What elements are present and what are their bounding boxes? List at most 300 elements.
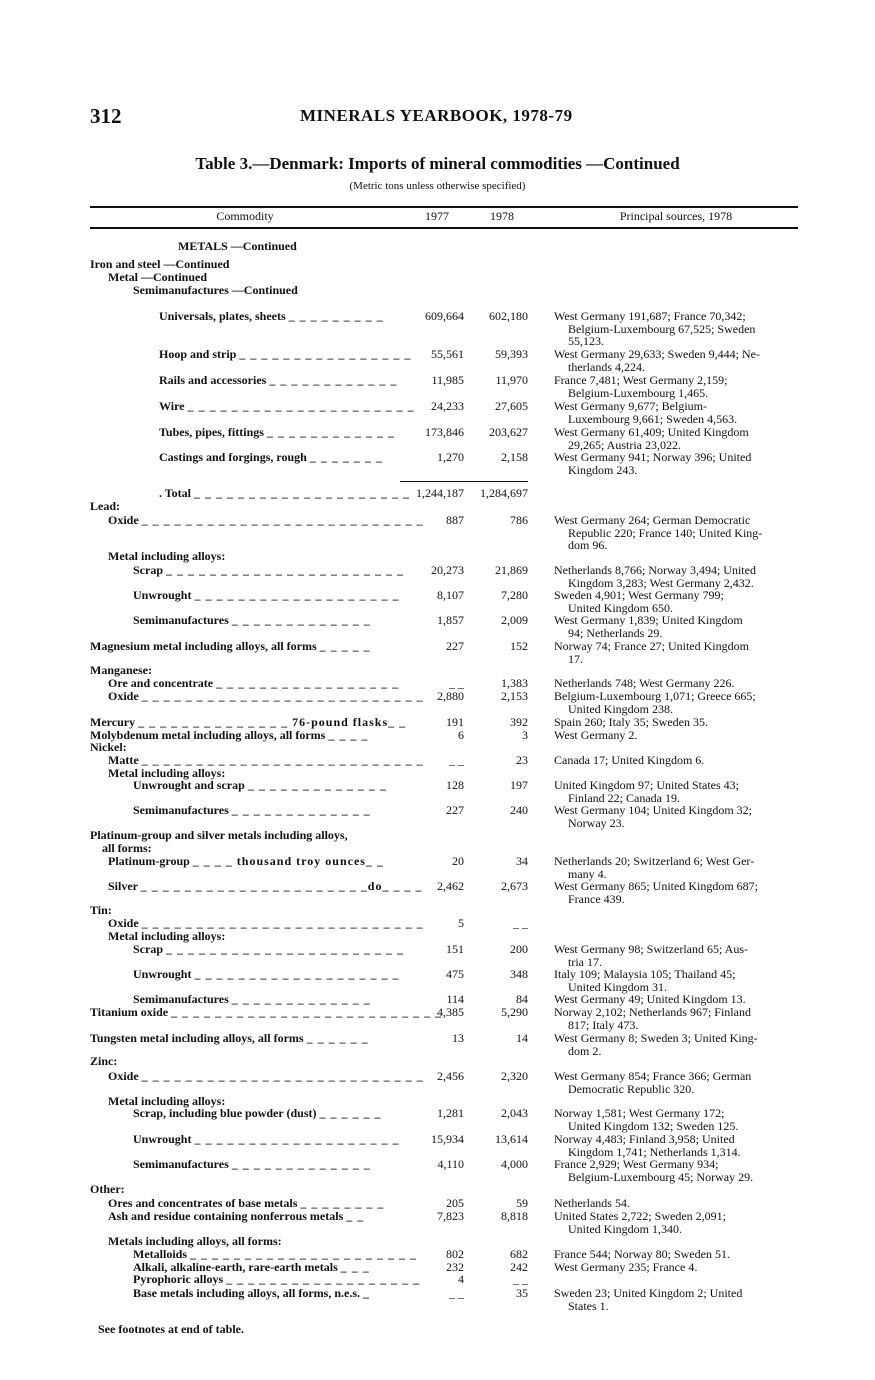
source-line: United Kingdom 238. [568, 701, 673, 716]
source-line: West Germany 29,633; Sweden 9,444; Ne- [554, 347, 760, 361]
source-line: Belgium-Luxembourg 1,071; Greece 665; [554, 689, 756, 703]
source-line: dom 2. [568, 1043, 602, 1058]
leader-dots: _ _ _ _ _ _ _ _ _ _ _ _ _ _ _ _ _ _ _ [194, 588, 400, 602]
column-header-1978: 1978 [490, 209, 514, 223]
leader-dots: _ _ _ _ _ _ _ _ _ _ _ _ [269, 373, 398, 387]
commodity-cell [133, 779, 400, 792]
source-line: Belgium-Luxembourg 67,525; Sweden [568, 321, 756, 336]
commodity-label: Unwrought [133, 1132, 192, 1146]
value-1977: 6 [458, 728, 464, 742]
running-head: MINERALS YEARBOOK, 1978-79 [300, 106, 573, 125]
value-1977: 475 [446, 967, 464, 981]
commodity-cell [133, 1158, 400, 1171]
sources-cell [554, 614, 798, 639]
commodity-cell [133, 589, 400, 602]
value-1978: 23 [516, 753, 528, 767]
value-1977: 2,880 [437, 689, 464, 703]
source-line: Sweden 23; United Kingdom 2; United [554, 1286, 743, 1300]
value-1978: 3 [522, 728, 528, 742]
value-1978: 682 [510, 1247, 528, 1261]
commodity-label: Alkali, alkaline-earth, rare-earth metals [133, 1260, 338, 1274]
leader-dots: _ _ _ _ _ _ _ _ _ _ _ _ _ _ _ _ _ _ [226, 1272, 421, 1286]
commodity-cell [108, 550, 400, 563]
leader-dots: _ _ _ _ _ _ _ _ _ _ _ _ [266, 425, 395, 439]
commodity-cell [133, 993, 400, 1006]
commodity-label: Iron and steel —Continued [90, 257, 230, 271]
value-1978: 27,605 [495, 399, 528, 413]
value-1977: 609,664 [425, 309, 464, 323]
source-line: West Germany 264; German Democratic [554, 513, 751, 527]
sources-cell [554, 1107, 798, 1132]
source-line: Netherlands 8,766; Norway 3,494; United [554, 563, 756, 577]
leader-dots: _ _ _ _ _ _ _ _ _ _ _ _ _ [231, 1157, 371, 1171]
value-1977: 2,462 [437, 879, 464, 893]
value-1977: 128 [446, 778, 464, 792]
commodity-cell [108, 930, 400, 943]
commodity-label: Scrap, including blue powder (dust) [133, 1106, 317, 1120]
source-line: France 544; Norway 80; Sweden 51. [554, 1247, 730, 1261]
commodity-cell [90, 258, 400, 271]
commodity-cell [133, 968, 400, 981]
sources-cell [554, 1287, 798, 1312]
value-1978: 2,153 [501, 689, 528, 703]
value-1977: 191 [446, 715, 464, 729]
leader-dots: _ _ _ _ _ _ _ _ _ _ _ _ _ _ _ _ _ _ _ _ [194, 486, 411, 500]
commodity-label: Ore and concentrate [108, 676, 214, 690]
sources-cell [554, 754, 798, 767]
leader-dots: _ _ _ _ _ _ _ [309, 450, 383, 464]
value-1977: 11,985 [431, 373, 464, 387]
value-1978: 1,383 [501, 676, 528, 690]
commodity-cell [133, 1133, 400, 1146]
value-1978: 4,000 [501, 1157, 528, 1171]
commodity-cell [108, 689, 424, 703]
value-1978: 2,673 [501, 879, 528, 893]
value-1977: 4,110 [437, 1157, 464, 1171]
source-line: Netherlands 54. [554, 1196, 630, 1210]
commodity-cell [90, 829, 400, 842]
value-1978: 2,320 [501, 1069, 528, 1083]
value-1978: 786 [510, 513, 528, 527]
leader-dots: _ _ _ _ _ _ _ _ _ _ _ _ _ _ _ _ _ _ _ _ _ [190, 1247, 417, 1261]
commodity-cell [108, 513, 424, 527]
commodity-label: Tubes, pipes, fittings [159, 425, 264, 439]
leader-dots: _ _ _ _ _ _ _ _ _ _ _ _ _ _ _ _ _ _ _ _ _ _ _ _ _ _ [141, 689, 424, 703]
commodity-cell [159, 347, 412, 361]
value-1977: 227 [446, 803, 464, 817]
sources-cell [554, 716, 798, 729]
leader-dots: _ _ _ _ _ _ _ _ _ _ _ _ _ _ _ _ _ _ _ _ _ _ _ _ _ _ [141, 916, 424, 930]
commodity-cell [108, 1235, 400, 1248]
commodity-cell [108, 271, 400, 284]
leader-dots: _ _ _ _ _ _ _ _ _ _ _ _ _ _ _ _ _ _ _ _ _ _ _ _ _ _ [141, 753, 424, 767]
leader-dots: _ _ _ _ _ _ [306, 1031, 369, 1045]
source-line: United Kingdom 31. [568, 979, 667, 994]
value-1977: 24,233 [431, 399, 464, 413]
commodity-cell [133, 1247, 417, 1261]
source-line: France 7,481; West Germany 2,159; [554, 373, 728, 387]
sources-cell [554, 1248, 798, 1261]
value-1978: 152 [510, 639, 528, 653]
commodity-cell [108, 879, 423, 893]
value-1978: 1,284,697 [480, 486, 528, 500]
value-1977: 227 [446, 639, 464, 653]
value-1978: 35 [516, 1286, 528, 1300]
commodity-label: METALS —Continued [178, 239, 297, 253]
source-line: therlands 4,224. [568, 359, 645, 374]
commodity-label: Universals, plates, sheets [159, 309, 286, 323]
sources-cell [554, 1261, 798, 1274]
total-rule [400, 481, 528, 482]
source-line: West Germany 854; France 366; German [554, 1069, 752, 1083]
value-1977: 205 [446, 1196, 464, 1210]
commodity-cell [90, 500, 400, 513]
source-line: Norway 2,102; Netherlands 967; Finland [554, 1005, 751, 1019]
value-1978: 197 [510, 778, 528, 792]
commodity-label: Matte [108, 753, 139, 767]
leader-dots: _ [363, 1286, 371, 1300]
commodity-label: Scrap [133, 563, 163, 577]
value-1978: 84 [516, 992, 528, 1006]
value-1978: 13,614 [495, 1132, 528, 1146]
commodity-cell [90, 904, 400, 917]
commodity-label: Metals including alloys, all forms: [108, 1234, 282, 1248]
source-line: Kingdom 3,283; West Germany 2,432. [568, 575, 754, 590]
value-1978: 2,043 [501, 1106, 528, 1120]
value-1978: 240 [510, 803, 528, 817]
source-line: West Germany 104; United Kingdom 32; [554, 803, 753, 817]
commodity-cell [159, 486, 411, 500]
value-1978: 5,290 [501, 1005, 528, 1019]
leader-dots: _ _ _ _ _ _ _ _ _ _ _ _ _ _ _ _ _ _ _ [194, 967, 400, 981]
value-1978: 2,158 [501, 450, 528, 464]
source-line: tria 17. [568, 954, 602, 969]
leader-dots: _ _ _ _ _ _ _ _ _ _ _ _ _ _ 76-pound flasks_ _ [138, 715, 407, 729]
source-line: dom 96. [568, 538, 608, 552]
value-1978: 203,627 [489, 425, 528, 439]
commodity-label: Metal including alloys: [108, 1094, 226, 1108]
sources-cell [554, 310, 798, 348]
commodity-cell [90, 664, 400, 677]
leader-dots: _ _ _ _ _ _ _ _ _ _ _ _ _ _ _ _ _ _ _ _ _ _ _ _ _ _ [141, 513, 424, 527]
value-1977: 1,281 [437, 1106, 464, 1120]
commodity-label: Nickel: [90, 740, 127, 754]
value-1977: 802 [446, 1247, 464, 1261]
source-line: United States 2,722; Sweden 2,091; [554, 1209, 726, 1223]
commodity-cell [133, 942, 404, 956]
commodity-cell [159, 451, 400, 464]
value-1977: 173,846 [425, 425, 464, 439]
commodity-cell [108, 677, 400, 690]
commodity-label: Unwrought and scrap [133, 778, 245, 792]
commodity-label: Hoop and strip [159, 347, 237, 361]
leader-dots: _ _ _ _ _ [319, 639, 371, 653]
commodity-label: Oxide [108, 1069, 139, 1083]
source-line: France 2,929; West Germany 934; [554, 1157, 719, 1171]
sources-cell [554, 1133, 798, 1158]
commodity-cell [133, 804, 400, 817]
leader-dots: _ _ _ _ _ _ _ _ _ _ _ _ _ _ _ _ _ _ _ [194, 1132, 400, 1146]
commodity-label: Unwrought [133, 967, 192, 981]
leader-dots: _ _ _ [340, 1260, 370, 1274]
commodity-label: Manganese: [90, 663, 152, 677]
commodity-label: Tungsten metal including alloys, all forms [90, 1031, 304, 1045]
commodity-cell [159, 310, 400, 323]
sources-cell [554, 451, 798, 476]
source-line: West Germany 191,687; France 70,342; [554, 309, 746, 323]
commodity-label: Semimanufactures —Continued [133, 283, 298, 297]
value-1978: 59 [516, 1196, 528, 1210]
commodity-label: Oxide [108, 689, 139, 703]
table-header-rule [90, 227, 798, 229]
commodity-cell [108, 855, 400, 868]
value-1978: 8,818 [501, 1209, 528, 1223]
sources-cell [554, 589, 798, 614]
sources-cell [554, 426, 798, 451]
commodity-label: Platinum-group [108, 854, 190, 868]
value-1977: 20 [452, 854, 464, 868]
value-1978: 392 [510, 715, 528, 729]
leader-dots: _ _ _ _ _ _ _ _ _ _ _ _ _ [247, 778, 387, 792]
commodity-label: Rails and accessories [159, 373, 267, 387]
sources-cell [554, 677, 798, 690]
value-1977: 232 [446, 1260, 464, 1274]
commodity-cell [133, 614, 400, 627]
commodity-label: . Total [159, 486, 192, 500]
page-number: 312 [90, 104, 122, 128]
source-line: Belgium-Luxembourg 1,465. [568, 385, 709, 400]
commodity-label: Semimanufactures [133, 803, 229, 817]
source-line: United Kingdom 132; Sweden 125. [568, 1118, 739, 1133]
value-1977: 151 [446, 942, 464, 956]
source-line: Netherlands 20; Switzerland 6; West Ger- [554, 854, 755, 868]
source-line: West Germany 865; United Kingdom 687; [554, 879, 759, 893]
leader-dots: _ _ _ _ _ _ _ _ _ _ _ _ _ [231, 803, 371, 817]
leader-dots: _ _ _ _ [328, 728, 369, 742]
value-1977: 4 [458, 1272, 464, 1286]
sources-cell [554, 993, 798, 1006]
source-line: 94; Netherlands 29. [568, 625, 663, 640]
commodity-cell [133, 284, 400, 297]
commodity-cell [178, 240, 400, 253]
commodity-label: Oxide [108, 513, 139, 527]
commodity-label: Ores and concentrates of base metals [108, 1196, 298, 1210]
commodity-label: Scrap [133, 942, 163, 956]
value-1977: 13 [452, 1031, 464, 1045]
commodity-label: Molybdenum metal including alloys, all forms [90, 728, 326, 742]
value-1978: 14 [516, 1031, 528, 1045]
source-line: Kingdom 1,741; Netherlands 1,314. [568, 1144, 741, 1159]
commodity-cell [159, 426, 400, 439]
value-1978: 7,280 [501, 588, 528, 602]
value-1977: 55,561 [431, 347, 464, 361]
sources-cell [554, 514, 798, 552]
value-1977: 1,244,187 [416, 486, 464, 500]
source-line: 817; Italy 473. [568, 1017, 639, 1032]
table-title: Table 3.—Denmark: Imports of mineral commodities —Continued [195, 154, 680, 173]
sources-cell [554, 779, 798, 804]
column-header-commodity: Commodity [216, 209, 274, 223]
value-1977: 2,456 [437, 1069, 464, 1083]
commodity-label: Ash and residue containing nonferrous metals [108, 1209, 344, 1223]
value-1978: _ _ [513, 1272, 528, 1286]
commodity-label: Silver [108, 879, 138, 893]
value-1978: 2,009 [501, 613, 528, 627]
sources-cell [554, 1158, 798, 1183]
source-line: West Germany 2. [554, 728, 638, 742]
source-line: United Kingdom 97; United States 43; [554, 778, 739, 792]
source-line: Italy 109; Malaysia 105; Thailand 45; [554, 967, 736, 981]
table-subtitle: (Metric tons unless otherwise specified) [349, 180, 526, 192]
commodity-cell [90, 1055, 400, 1068]
source-line: Norway 23. [568, 815, 625, 830]
commodity-cell [133, 563, 404, 577]
sources-cell [554, 1032, 798, 1057]
sources-cell [554, 564, 798, 589]
commodity-label: Oxide [108, 916, 139, 930]
value-1978: 200 [510, 942, 528, 956]
commodity-label: Unwrought [133, 588, 192, 602]
commodity-label: Tin: [90, 903, 112, 917]
commodity-label: Other: [90, 1182, 125, 1196]
commodity-label: Base metals including alloys, all forms, n.e.s. [133, 1286, 361, 1300]
value-1978: 21,869 [495, 563, 528, 577]
sources-cell [554, 1006, 798, 1031]
commodity-cell [102, 842, 400, 855]
source-line: many 4. [568, 866, 607, 881]
source-line: Spain 260; Italy 35; Sweden 35. [554, 715, 708, 729]
source-line: West Germany 49; United Kingdom 13. [554, 992, 746, 1006]
commodity-cell [90, 640, 400, 653]
footnote: See footnotes at end of table. [98, 1322, 244, 1336]
value-1977: 5 [458, 916, 464, 930]
sources-cell [554, 943, 798, 968]
source-line: Norway 4,483; Finland 3,958; United [554, 1132, 735, 1146]
commodity-label: Metal including alloys: [108, 549, 226, 563]
commodity-label: Semimanufactures [133, 992, 229, 1006]
source-line: Belgium-Luxembourg 45; Norway 29. [568, 1169, 754, 1184]
leader-dots: _ _ _ _ _ _ _ _ _ _ _ _ _ _ _ _ _ _ _ _ _ _ [166, 942, 404, 956]
source-line: Sweden 4,901; West Germany 799; [554, 588, 724, 602]
source-line: Norway 74; France 27; United Kingdom [554, 639, 749, 653]
value-1977: 20,273 [431, 563, 464, 577]
commodity-label: all forms: [102, 841, 152, 855]
commodity-cell [159, 374, 400, 387]
commodity-cell [159, 399, 415, 413]
value-1977: _ _ [449, 753, 464, 767]
value-1977: _ _ [449, 1286, 464, 1300]
source-line: States 1. [568, 1298, 609, 1313]
commodity-label: Lead: [90, 499, 120, 513]
commodity-cell [108, 753, 424, 767]
value-1978: 602,180 [489, 309, 528, 323]
value-1978: 11,970 [495, 373, 528, 387]
leader-dots: _ _ [346, 1209, 365, 1223]
commodity-label: Semimanufactures [133, 1157, 229, 1171]
commodity-cell [108, 1197, 400, 1210]
commodity-label: Magnesium metal including alloys, all forms [90, 639, 317, 653]
value-1977: 4,385 [437, 1005, 464, 1019]
source-line: Luxembourg 9,661; Sweden 4,563. [568, 411, 738, 426]
commodity-cell [133, 1287, 400, 1300]
commodity-label: Metal including alloys: [108, 929, 226, 943]
source-line: West Germany 235; France 4. [554, 1260, 698, 1274]
commodity-cell [90, 741, 400, 754]
sources-cell [554, 880, 798, 905]
source-line: Kingdom 243. [568, 462, 638, 477]
sources-cell [554, 855, 798, 880]
sources-cell [554, 1210, 798, 1235]
commodity-cell [133, 1107, 400, 1120]
sources-cell [554, 804, 798, 829]
leader-dots: _ _ _ _ _ _ _ _ _ [288, 309, 384, 323]
value-1977: 887 [446, 513, 464, 527]
value-1977: 7,823 [437, 1209, 464, 1223]
source-line: West Germany 8; Sweden 3; United King- [554, 1031, 758, 1045]
leader-dots: _ _ _ _ _ _ _ _ _ _ _ _ _ [231, 992, 371, 1006]
leader-dots: _ _ _ _ _ _ _ _ _ _ _ _ _ _ _ _ _ _ _ _ _ _ [166, 563, 404, 577]
source-line: Republic 220; France 140; United King- [568, 525, 763, 540]
sources-cell [554, 1070, 798, 1095]
value-1977: 114 [446, 992, 464, 1006]
source-line: West Germany 941; Norway 396; United [554, 450, 752, 464]
source-line: Norway 1,581; West Germany 172; [554, 1106, 725, 1120]
source-line: United Kingdom 650. [568, 600, 673, 615]
sources-cell [554, 729, 798, 742]
value-1978: _ _ [513, 916, 528, 930]
leader-dots: _ _ _ _ _ _ _ _ _ _ _ _ _ _ _ _ _ [216, 676, 400, 690]
value-1978: 348 [510, 967, 528, 981]
commodity-label: Mercury [90, 715, 136, 729]
source-line: West Germany 61,409; United Kingdom [554, 425, 749, 439]
commodity-cell [133, 1272, 421, 1286]
commodity-label: Platinum-group and silver metals including alloys, [90, 828, 348, 842]
sources-cell [554, 968, 798, 993]
sources-cell [554, 374, 798, 399]
leader-dots: _ _ _ _ _ _ [319, 1106, 382, 1120]
commodity-label: Semimanufactures [133, 613, 229, 627]
source-line: Canada 17; United Kingdom 6. [554, 753, 705, 767]
column-header-1977: 1977 [425, 209, 449, 223]
source-line: 17. [568, 651, 583, 666]
source-line: West Germany 9,677; Belgium- [554, 399, 708, 413]
value-1977: 8,107 [437, 588, 464, 602]
commodity-cell [108, 916, 424, 930]
leader-dots: _ _ _ _ _ _ _ _ _ _ _ _ _ _ _ _ _ _ _ _ _do_ _ _ _ [140, 879, 423, 893]
sources-cell [554, 400, 798, 425]
value-1977: 1,270 [437, 450, 464, 464]
commodity-cell [90, 729, 400, 742]
commodity-cell [108, 1069, 424, 1083]
source-line: France 439. [568, 891, 625, 906]
leader-dots: _ _ _ _ _ _ _ _ _ _ _ _ _ _ _ _ _ _ _ _ _ _ _ _ _ [171, 1005, 443, 1019]
leader-dots: _ _ _ _ thousand troy ounces_ _ [192, 854, 384, 868]
value-1977: 1,857 [437, 613, 464, 627]
commodity-label: Metal —Continued [108, 270, 207, 284]
commodity-cell [90, 1183, 400, 1196]
commodity-cell [90, 1032, 400, 1045]
commodity-label: Wire [159, 399, 185, 413]
sources-cell [554, 690, 798, 715]
value-1977: 15,934 [431, 1132, 464, 1146]
value-1978: 242 [510, 1260, 528, 1274]
leader-dots: _ _ _ _ _ _ _ _ _ _ _ _ _ [231, 613, 371, 627]
source-line: West Germany 1,839; United Kingdom [554, 613, 743, 627]
table-top-rule [90, 206, 798, 208]
value-1977: _ _ [449, 676, 464, 690]
commodity-label: Metalloids [133, 1247, 187, 1261]
commodity-label: Metal including alloys: [108, 766, 226, 780]
